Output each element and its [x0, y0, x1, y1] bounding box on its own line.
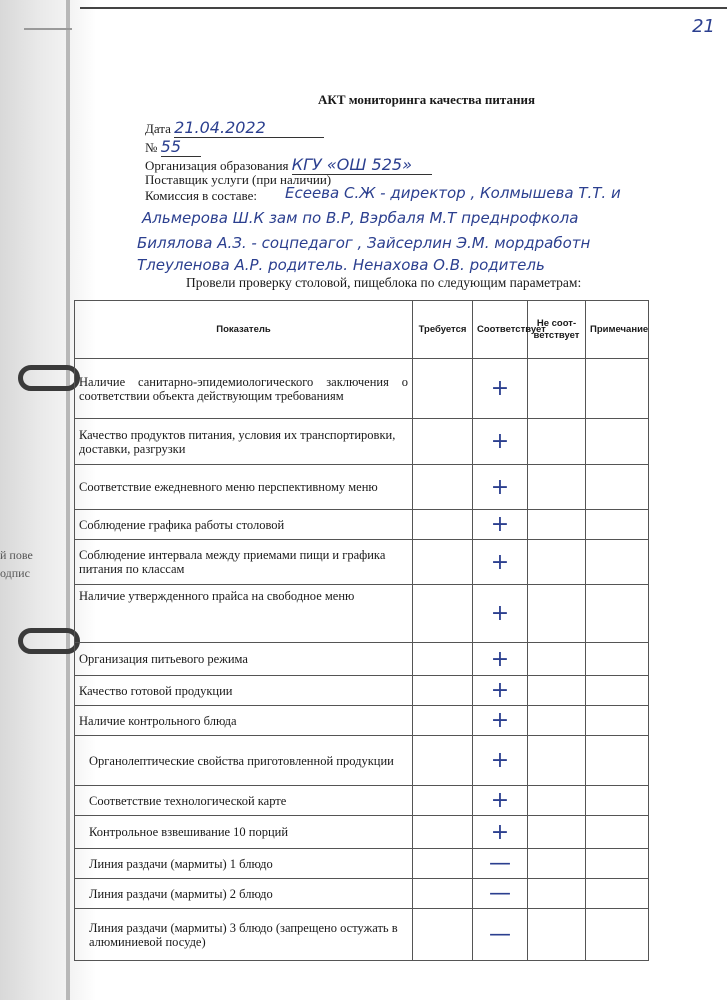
organization-value: КГУ «ОШ 525» [292, 155, 432, 175]
number-label: № [145, 140, 158, 155]
commission-label: Комиссия в составе: [145, 188, 257, 203]
row-complies-mark: + [473, 465, 528, 510]
commission-line: Билялова А.З. - соцпедагог , Зайсерлин Э.М. мордработн [137, 234, 591, 252]
row-not-complies [528, 419, 586, 465]
commission-row [145, 188, 257, 204]
number-value: 55 [161, 137, 201, 157]
organization-label: Организация образования [145, 158, 289, 173]
row-not-complies [528, 359, 586, 419]
parameters-table [74, 300, 649, 961]
row-not-complies [528, 465, 586, 510]
row-not-complies [528, 849, 586, 879]
table-row [75, 465, 649, 510]
date-row [145, 118, 324, 138]
row-indicator: Наличие контрольного блюда [75, 706, 413, 736]
row-required [413, 465, 473, 510]
table-row [75, 676, 649, 706]
row-indicator: Качество продуктов питания, условия их транспортировки, доставки, разгрузки [75, 419, 413, 465]
table-row [75, 816, 649, 849]
header-required: Требуется [413, 301, 473, 359]
row-not-complies [528, 585, 586, 643]
row-indicator: Органолептические свойства приготовленной продукции [75, 736, 413, 786]
row-complies-mark: + [473, 585, 528, 643]
row-note [586, 419, 649, 465]
scan-top-line [80, 7, 727, 9]
page-number: 21 [692, 16, 715, 37]
row-complies-mark: + [473, 540, 528, 585]
row-complies-mark: + [473, 643, 528, 676]
header-indicator: Показатель [75, 301, 413, 359]
date-label: Дата [145, 121, 171, 136]
row-complies-mark: + [473, 676, 528, 706]
row-indicator: Соблюдение графика работы столовой [75, 510, 413, 540]
row-required [413, 849, 473, 879]
row-required [413, 879, 473, 909]
row-indicator: Соответствие технологической карте [75, 786, 413, 816]
row-required [413, 736, 473, 786]
row-note [586, 786, 649, 816]
row-note [586, 736, 649, 786]
row-indicator: Линия раздачи (мармиты) 2 блюдо [75, 879, 413, 909]
row-complies-mark: + [473, 359, 528, 419]
header-complies: Соответствует [473, 301, 528, 359]
header-note: Примечание [586, 301, 649, 359]
row-not-complies [528, 706, 586, 736]
table-row [75, 540, 649, 585]
underlying-page-text: одпис [0, 566, 30, 580]
row-indicator: Качество готовой продукции [75, 676, 413, 706]
row-complies-mark: + [473, 419, 528, 465]
binder-mark [24, 28, 72, 30]
table-row [75, 909, 649, 961]
row-indicator: Организация питьевого режима [75, 643, 413, 676]
table-row [75, 786, 649, 816]
underlying-page-text: й пове [0, 548, 33, 562]
row-required [413, 585, 473, 643]
row-indicator: Наличие утвержденного прайса на свободное меню [75, 585, 413, 643]
row-not-complies [528, 540, 586, 585]
commission-line: Есеева С.Ж - директор , Колмышева Т.Т. и [285, 184, 621, 202]
document-title: АКТ мониторинга качества питания [318, 92, 535, 107]
row-not-complies [528, 786, 586, 816]
row-required [413, 816, 473, 849]
table-header-row [75, 301, 649, 359]
row-indicator: Контрольное взвешивание 10 порций [75, 816, 413, 849]
row-required [413, 786, 473, 816]
row-complies-mark: + [473, 816, 528, 849]
row-not-complies [528, 909, 586, 961]
row-required [413, 909, 473, 961]
row-indicator: Соблюдение интервала между приемами пищи и графика питания по классам [75, 540, 413, 585]
row-note [586, 849, 649, 879]
row-required [413, 540, 473, 585]
commission-line: Альмерова Ш.К зам по В.Р, Вэрбаля М.Т преднрофкола [142, 209, 579, 227]
row-complies-mark: + [473, 786, 528, 816]
number-row [145, 137, 201, 157]
row-note [586, 879, 649, 909]
binder-ring-top [18, 365, 80, 391]
row-complies-mark: + [473, 706, 528, 736]
row-not-complies [528, 879, 586, 909]
row-not-complies [528, 676, 586, 706]
row-note [586, 643, 649, 676]
intro-text: Провели проверку столовой, пищеблока по следующим параметрам: [186, 275, 582, 290]
row-note [586, 706, 649, 736]
table-row [75, 643, 649, 676]
row-note [586, 585, 649, 643]
row-required [413, 706, 473, 736]
binder-ring-bottom [18, 628, 80, 654]
table-row [75, 510, 649, 540]
table-row [75, 359, 649, 419]
table-row [75, 706, 649, 736]
row-complies-mark: + [473, 510, 528, 540]
row-not-complies [528, 643, 586, 676]
header-not-complies: Не соот-ветствует [528, 301, 586, 359]
row-note [586, 465, 649, 510]
row-not-complies [528, 816, 586, 849]
row-complies-mark: — [473, 849, 528, 879]
row-required [413, 419, 473, 465]
row-complies-mark: + [473, 736, 528, 786]
row-indicator: Линия раздачи (мармиты) 1 блюдо [75, 849, 413, 879]
row-note [586, 816, 649, 849]
row-complies-mark: — [473, 909, 528, 961]
table-row [75, 419, 649, 465]
row-indicator: Соответствие ежедневного меню перспективному меню [75, 465, 413, 510]
row-complies-mark: — [473, 879, 528, 909]
row-not-complies [528, 736, 586, 786]
row-required [413, 676, 473, 706]
table-row [75, 585, 649, 643]
row-required [413, 510, 473, 540]
table-row [75, 736, 649, 786]
binder-edge [66, 0, 70, 1000]
row-note [586, 676, 649, 706]
row-note [586, 540, 649, 585]
row-indicator: Линия раздачи (мармиты) 3 блюдо (запрещено остужать в алюминиевой посуде) [75, 909, 413, 961]
row-required [413, 643, 473, 676]
row-note [586, 909, 649, 961]
table-row [75, 879, 649, 909]
row-indicator: Наличие санитарно-эпидемиологического заключения о соответствии объекта действующим требованиям [75, 359, 413, 419]
row-required [413, 359, 473, 419]
commission-line: Тлеуленова А.Р. родитель. Ненахова О.В. родитель [137, 256, 545, 274]
row-not-complies [528, 510, 586, 540]
table-row [75, 849, 649, 879]
supplier-label: Поставщик услуги (при наличии) [145, 172, 332, 187]
row-note [586, 359, 649, 419]
date-value: 21.04.2022 [174, 118, 324, 138]
row-note [586, 510, 649, 540]
